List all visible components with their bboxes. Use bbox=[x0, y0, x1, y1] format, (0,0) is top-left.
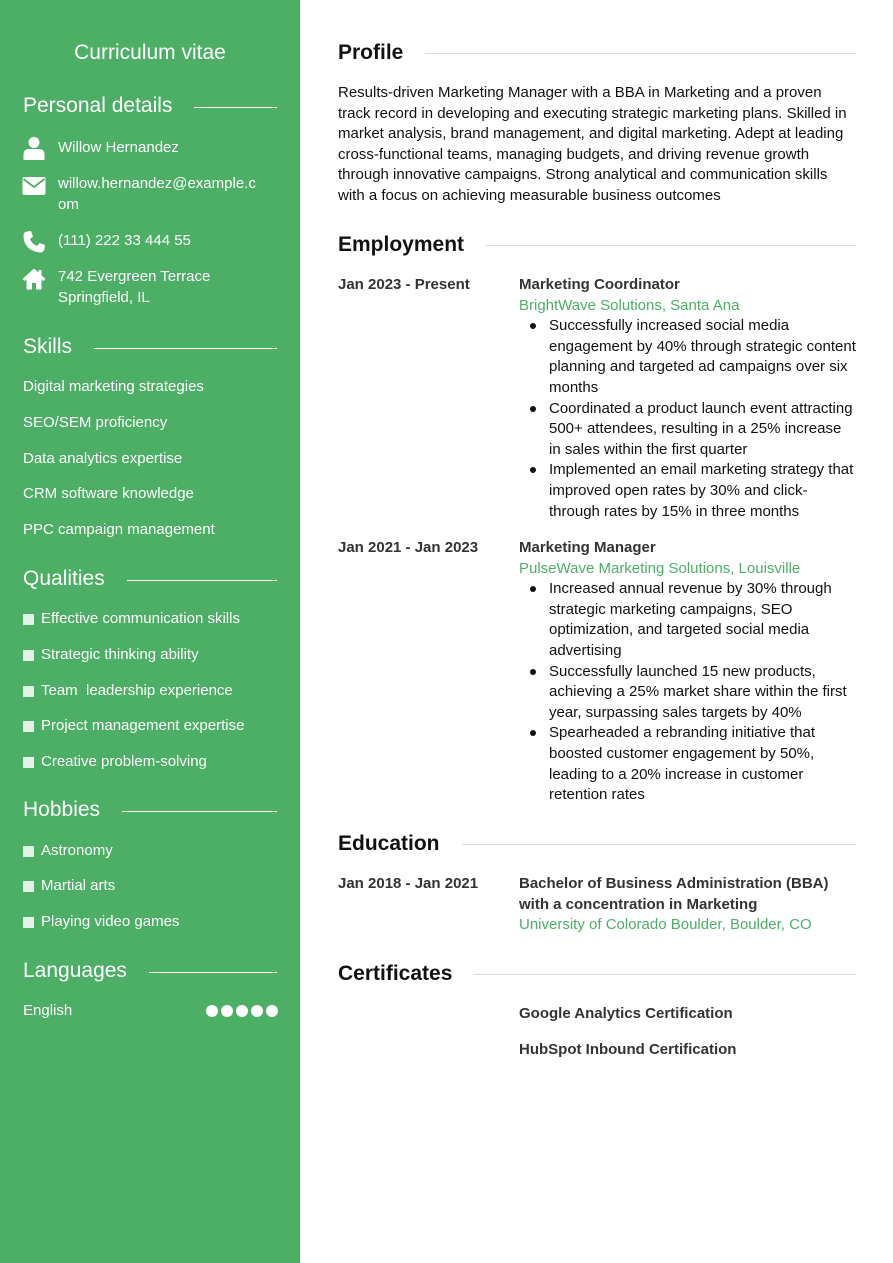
language-level-dots bbox=[206, 1005, 278, 1017]
square-bullet-icon bbox=[23, 881, 34, 892]
divider bbox=[486, 245, 856, 246]
envelope-icon bbox=[22, 174, 46, 198]
job-bullet: Successfully launched 15 new products, achieving a 25% market share within the first year, surpassing sales targets by 40% bbox=[519, 662, 857, 724]
quality-item: Team leadership experience bbox=[23, 681, 233, 701]
square-bullet-icon bbox=[23, 614, 34, 625]
level-dot-icon bbox=[206, 1005, 218, 1017]
divider bbox=[462, 844, 856, 845]
divider bbox=[194, 107, 277, 108]
quality-item: Strategic thinking ability bbox=[23, 645, 199, 665]
square-bullet-icon bbox=[23, 846, 34, 857]
education-entry bbox=[519, 874, 857, 936]
personal-email-row bbox=[22, 174, 282, 215]
hobby-item: Astronomy bbox=[23, 841, 113, 861]
square-bullet-icon bbox=[23, 650, 34, 661]
sidebar bbox=[0, 0, 300, 1263]
address-line-2: Springfield, IL bbox=[58, 288, 150, 306]
home-icon bbox=[22, 267, 46, 291]
job-company: PulseWave Marketing Solutions, Louisville bbox=[519, 559, 801, 577]
skill-item: Digital marketing strategies bbox=[23, 378, 204, 395]
job-bullet: Implemented an email marketing strategy that improved open rates by 30% and click-through rates by 15% in three months bbox=[519, 460, 857, 522]
level-dot-icon bbox=[251, 1005, 263, 1017]
personal-address-row bbox=[22, 267, 282, 308]
job-bullets bbox=[519, 579, 857, 806]
divider bbox=[122, 811, 277, 812]
job-title: Marketing Coordinator bbox=[519, 276, 680, 293]
languages-heading: Languages bbox=[23, 958, 277, 984]
address-line-1: 742 Evergreen Terrace bbox=[58, 268, 211, 285]
divider bbox=[94, 348, 277, 349]
divider bbox=[127, 580, 277, 581]
certificate-item: HubSpot Inbound Certification bbox=[519, 1041, 737, 1058]
job-bullet: Increased annual revenue by 30% through strategic marketing campaigns, SEO optimization, and targeted social media advertising bbox=[519, 579, 857, 661]
person-icon bbox=[22, 136, 46, 160]
job-bullet: Successfully increased social media engagement by 40% through strategic content planning and targeted ad campaigns over six months bbox=[519, 316, 857, 398]
language-name: English bbox=[23, 1002, 73, 1019]
hobby-item: Martial arts bbox=[23, 876, 115, 896]
skill-item: SEO/SEM proficiency bbox=[23, 414, 168, 431]
quality-item: Creative problem-solving bbox=[23, 752, 207, 772]
qualities-heading: Qualities bbox=[23, 566, 277, 592]
job-bullet: Coordinated a product launch event attracting 500+ attendees, resulting in a 25% increase in sales within the first quarter bbox=[519, 399, 857, 461]
job-bullet: Spearheaded a rebranding initiative that boosted customer engagement by 50%, leading to a 20% increase in customer retention rates bbox=[519, 723, 857, 805]
job-entry bbox=[519, 538, 857, 806]
square-bullet-icon bbox=[23, 757, 34, 768]
square-bullet-icon bbox=[23, 686, 34, 697]
square-bullet-icon bbox=[23, 721, 34, 732]
level-dot-icon bbox=[266, 1005, 278, 1017]
skill-item: Data analytics expertise bbox=[23, 450, 183, 467]
profile-heading: Profile bbox=[338, 39, 856, 67]
education-heading: Education bbox=[338, 830, 856, 858]
divider bbox=[425, 53, 856, 54]
job-dates: Jan 2023 - Present bbox=[338, 276, 470, 293]
education-dates: Jan 2018 - Jan 2021 bbox=[338, 875, 479, 892]
phone: (111) 222 33 444 55 bbox=[58, 232, 191, 249]
school: University of Colorado Boulder, Boulder, CO bbox=[519, 916, 812, 934]
personal-phone-row bbox=[22, 230, 282, 254]
hobbies-heading: Hobbies bbox=[23, 797, 277, 823]
certificates-heading: Certificates bbox=[338, 960, 856, 988]
skills-heading: Skills bbox=[23, 334, 277, 360]
divider bbox=[474, 974, 856, 975]
job-bullets bbox=[519, 316, 857, 522]
cv-title: Curriculum vitae bbox=[74, 41, 226, 64]
divider bbox=[149, 972, 277, 973]
quality-item: Effective communication skills bbox=[23, 609, 240, 629]
job-company: BrightWave Solutions, Santa Ana bbox=[519, 296, 740, 314]
hobby-item: Playing video games bbox=[23, 912, 179, 932]
job-entry bbox=[519, 275, 857, 522]
quality-item: Project management expertise bbox=[23, 716, 244, 736]
phone-icon bbox=[22, 230, 46, 254]
skill-item: PPC campaign management bbox=[23, 521, 215, 538]
email[interactable]: willow.hernandez@example.com bbox=[58, 175, 256, 213]
job-dates: Jan 2021 - Jan 2023 bbox=[338, 539, 479, 556]
profile-text: Results-driven Marketing Manager with a BBA in Marketing and a proven track record in developing and executing strategic marketing plans. Skilled in market analysis, brand management, and digital marketing. Adept at leading cross-functional teams, managing budgets, and driving revenue growth through innovative campaigns. Strong analytical and communication skills with a focus on achieving measurable business outcomes bbox=[338, 84, 847, 204]
level-dot-icon bbox=[221, 1005, 233, 1017]
square-bullet-icon bbox=[23, 917, 34, 928]
language-row bbox=[23, 1001, 278, 1021]
address bbox=[58, 267, 258, 308]
personal-name-row bbox=[22, 136, 282, 160]
skill-item: CRM software knowledge bbox=[23, 485, 194, 502]
full-name: Willow Hernandez bbox=[58, 139, 179, 156]
certificate-item: Google Analytics Certification bbox=[519, 1005, 733, 1022]
degree-title: Bachelor of Business Administration (BBA) with a concentration in Marketing bbox=[519, 875, 829, 913]
personal-details-heading: Personal details bbox=[23, 93, 277, 119]
job-title: Marketing Manager bbox=[519, 539, 656, 556]
level-dot-icon bbox=[236, 1005, 248, 1017]
employment-heading: Employment bbox=[338, 231, 856, 259]
